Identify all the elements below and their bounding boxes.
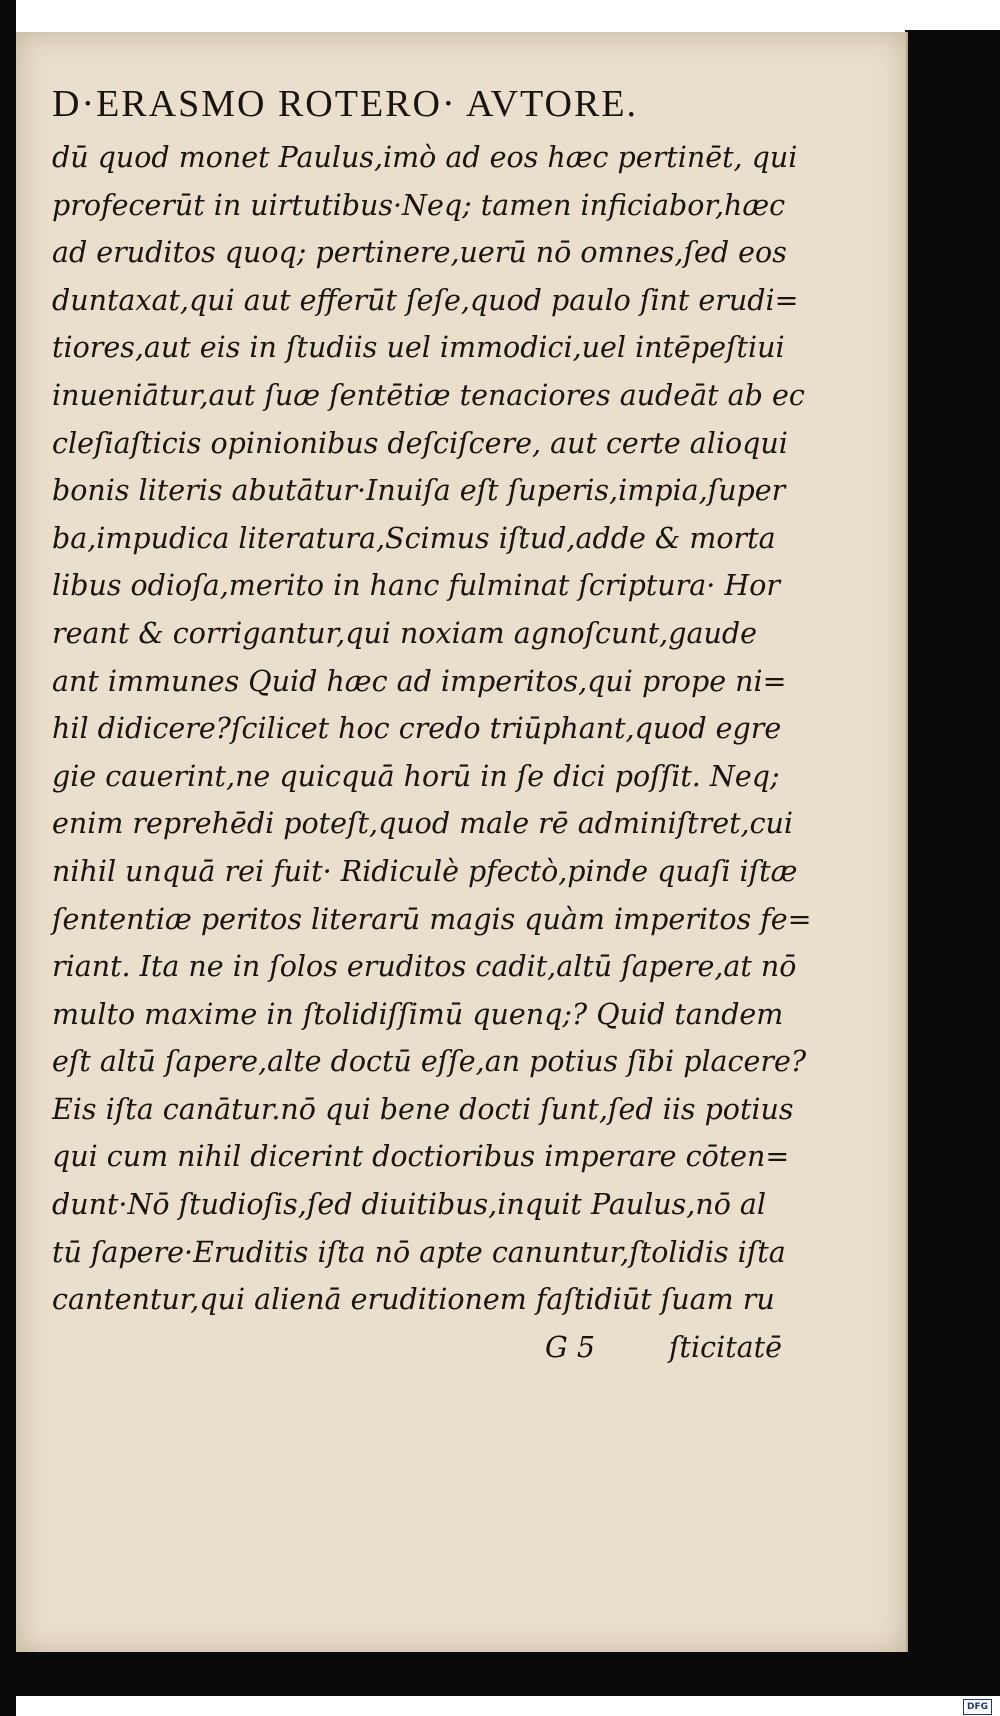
text-line: inueniātur,aut ſuæ ſentētiæ tenaciores audeāt ab ec <box>52 378 805 412</box>
signature-line <box>52 1324 782 1372</box>
body-text <box>52 134 812 1324</box>
text-line: Eis iſta canātur.nō qui bene docti ſunt,ſed iis potius <box>52 1092 794 1126</box>
text-line: ſententiæ peritos literarū magis quàm imperitos fe= <box>52 902 812 936</box>
text-line: ad eruditos quoq; pertinere,uerū nō omnes,ſed eos <box>52 236 787 270</box>
text-line: profecerūt in uirtutibus·Neq; tamen inficiabor,hæc <box>52 188 786 222</box>
catchword: ſticitatē <box>669 1330 782 1364</box>
text-line: hil didicere?ſcilicet hoc credo triūphant,quod egre <box>52 712 782 746</box>
text-line: dunt·Nō ſtudioſis,ſed diuitibus,inquit Paulus,nō al <box>52 1188 767 1222</box>
bottom-scan-border <box>0 1652 1000 1696</box>
right-scan-border <box>905 30 1000 1670</box>
text-line: reant & corrigantur,qui noxiam agnoſcunt,gaude <box>52 616 757 650</box>
text-line: dū quod monet Paulus,imò ad eos hæc pertinēt, qui <box>52 141 798 174</box>
text-line: cantentur,qui alienā eruditionem faſtidiūt ſuam ru <box>52 1283 775 1317</box>
text-line: nihil unquā rei fuit· Ridiculè pfectò,pinde quaſi iſtæ <box>52 854 798 888</box>
credit-text: Digitalisierung gefördert durch die Deutsche Forschungsgemeinschaft - <box>602 1701 960 1712</box>
running-head: D·ERASMO ROTERO· AVTORE. <box>52 83 639 125</box>
signature-mark: G 5 <box>545 1330 595 1364</box>
text-line: riant. Ita ne in ſolos eruditos cadit,altū ſapere,at nō <box>52 950 797 984</box>
text-line: tiores,aut eis in ſtudiis uel immodici,uel intēpeſtiui <box>52 331 785 365</box>
dfg-logo: DFG <box>963 1699 992 1715</box>
text-line: ant immunes Quid hæc ad imperitos,qui prope ni= <box>52 664 787 698</box>
text-line: multo maxime in ſtolidiſſimū quenq;? Quid tandem <box>52 997 784 1031</box>
text-line: qui cum nihil dicerint doctioribus imperare cōten= <box>52 1140 790 1174</box>
text-line: duntaxat,qui aut efferūt ſeſe,quod paulo ſint erudi= <box>52 283 799 317</box>
text-line: libus odioſa,merito in hanc fulminat ſcriptura· Hor <box>52 569 781 603</box>
book-page <box>16 32 908 1654</box>
text-line: gie cauerint,ne quicquā horū in ſe dici poſſit. Neq; <box>52 759 780 793</box>
text-line: bonis literis abutātur·Inuiſa eſt ſuperis,impia,ſuper <box>52 474 786 508</box>
text-line: tū ſapere·Eruditis iſta nō apte canuntur,ſtolidis iſta <box>52 1235 786 1269</box>
digitization-credit <box>602 1699 992 1715</box>
text-line: ba,impudica literatura,Scimus iſtud,adde & morta <box>52 521 776 555</box>
text-line: cleſiaſticis opinionibus deſciſcere, aut certe alioqui <box>52 426 788 460</box>
text-line: eſt altū ſapere,alte doctū eſſe,an potius ſibi placere? <box>52 1045 807 1079</box>
left-scan-border <box>0 0 16 1716</box>
text-line: enim reprehēdi poteſt,quod male rē adminiſtret,cui <box>52 807 794 841</box>
page-text-block <box>52 82 812 1371</box>
